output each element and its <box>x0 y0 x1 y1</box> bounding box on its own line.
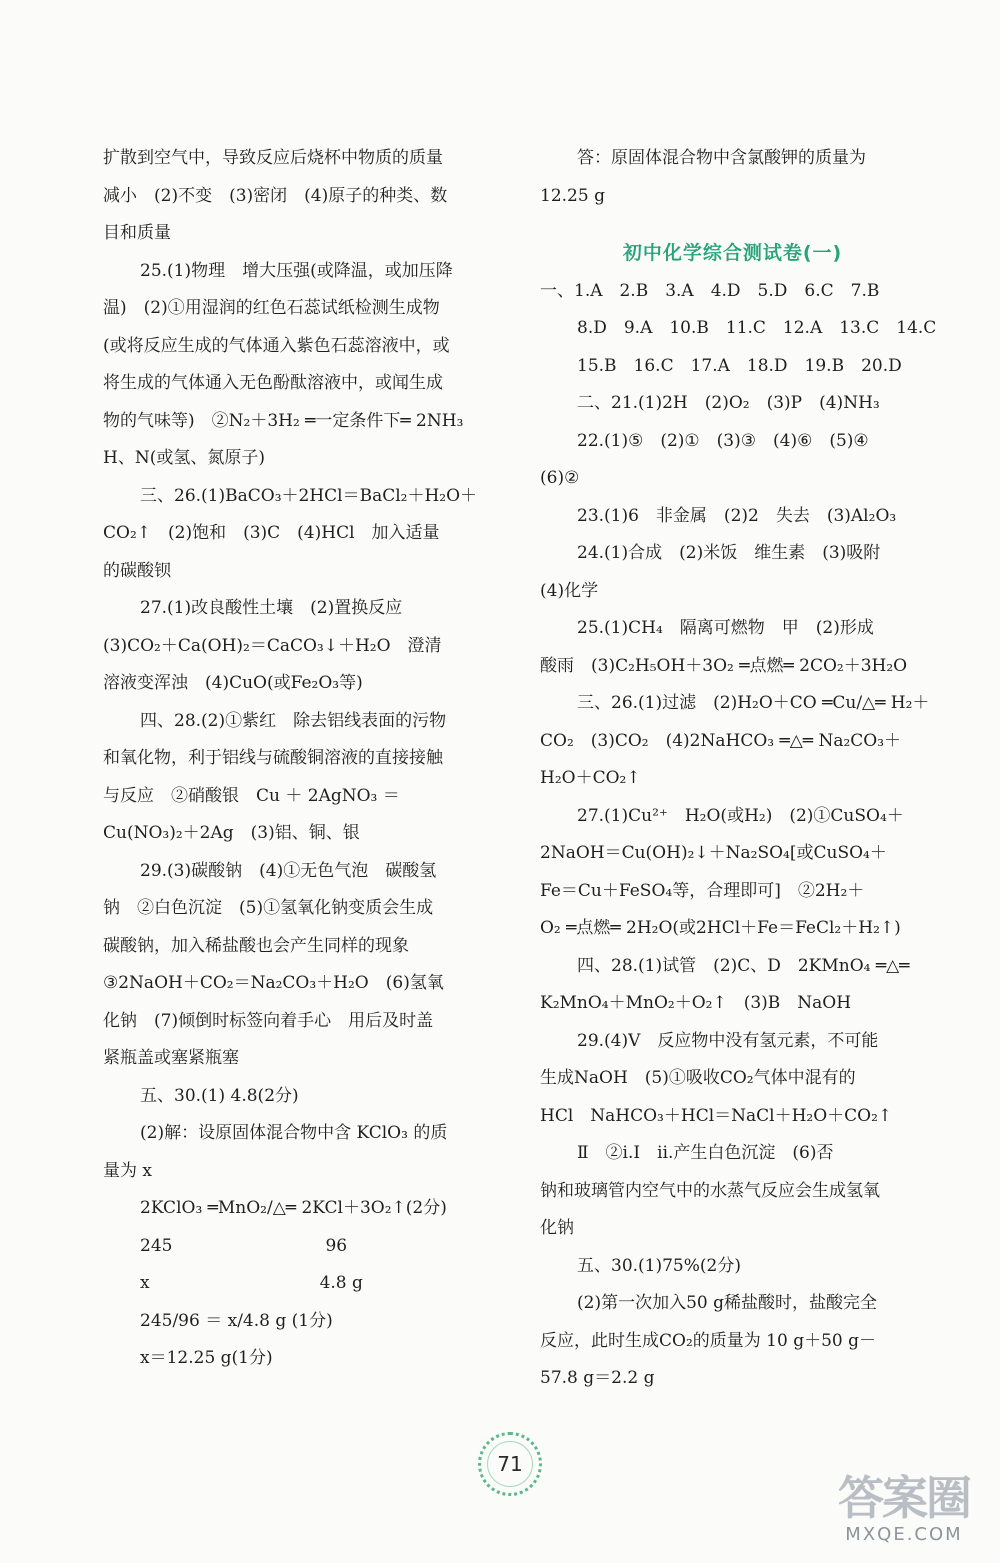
text-line: 一、1.A 2.B 3.A 4.D 5.D 6.C 7.B <box>540 280 880 301</box>
text-line: Cu(NO₃)₂＋2Ag (3)铝、铜、银 <box>103 823 360 843</box>
text-line: 紧瓶盖或塞紧瓶塞 <box>103 1048 239 1068</box>
text-line: 25.(1)物理 增大压强(或降温，或加压降 <box>140 260 453 281</box>
section-title: 初中化学综合测试卷(一) <box>622 242 843 264</box>
text-line: 2NaOH＝Cu(OH)₂↓＋Na₂SO₄[或CuSO₄＋ <box>540 843 887 863</box>
text-line: x＝12.25 g(1分) <box>140 1348 273 1368</box>
text-line: 245/96 ＝ x/4.8 g (1分) <box>140 1310 333 1331</box>
watermark <box>838 1462 970 1545</box>
watermark-url: MXQE.COM <box>845 1524 963 1545</box>
text-line: 减小 (2)不变 (3)密闭 (4)原子的种类、数 <box>103 185 448 206</box>
text-line: 15.B 16.C 17.A 18.D 19.B 20.D <box>577 355 902 376</box>
text-line: 24.(1)合成 (2)米饭 维生素 (3)吸附 <box>577 543 881 563</box>
text-line: (2)解：设原固体混合物中含 KClO₃ 的质 <box>140 1123 448 1143</box>
text-line: 23.(1)6 非金属 (2)2 失去 (3)Al₂O₃ <box>577 505 897 526</box>
text-line: 目和质量 <box>103 223 171 243</box>
text-line: 温) (2)①用湿润的红色石蕊试纸检测生成物 <box>103 298 440 318</box>
text-line: (或将反应生成的气体通入紫色石蕊溶液中，或 <box>103 335 450 356</box>
text-line: (6)② <box>540 468 580 488</box>
text-line: 25.(1)CH₄ 隔离可燃物 甲 (2)形成 <box>577 618 874 638</box>
text-line: 四、28.(2)①紫红 除去铝线表面的污物 <box>140 710 447 731</box>
text-line: 27.(1)改良酸性土壤 (2)置换反应 <box>140 598 403 618</box>
text-line: 三、26.(1)BaCO₃＋2HCl＝BaCl₂＋H₂O＋ <box>140 485 478 506</box>
page-number: 71 <box>497 1452 523 1476</box>
text-line: (3)CO₂＋Ca(OH)₂＝CaCO₃↓＋H₂O 澄清 <box>103 635 442 656</box>
text-line: 29.(3)碳酸钠 (4)①无色气泡 碳酸氢 <box>140 860 437 881</box>
text-line: 扩散到空气中，导致反应后烧杯中物质的质量 <box>103 148 443 168</box>
right-bottom-block <box>540 273 937 1398</box>
text-line: K₂MnO₄＋MnO₂＋O₂↑ (3)B NaOH <box>540 993 852 1013</box>
text-line: 钠 ②白色沉淀 (5)①氢氧化钠变质会生成 <box>103 898 434 918</box>
text-line: 化钠 <box>540 1218 574 1238</box>
text-line: (4)化学 <box>540 580 599 601</box>
text-line: 27.(1)Cu²⁺ H₂O(或H₂) (2)①CuSO₄＋ <box>577 805 904 826</box>
right-top-block <box>540 140 925 215</box>
text-line: 29.(4)Ⅴ 反应物中没有氢元素，不可能 <box>577 1030 879 1051</box>
text-line: 的碳酸钡 <box>103 560 171 581</box>
right-column <box>540 140 937 1398</box>
text-line: 245 96 <box>140 1235 348 1256</box>
text-line: Fe＝Cu＋FeSO₄等，合理即可] ②2H₂＋ <box>540 880 865 901</box>
text-line: 生成NaOH (5)①吸收CO₂气体中混有的 <box>540 1068 856 1088</box>
text-line: 化钠 (7)倾倒时标签向着手心 用后及时盖 <box>103 1010 434 1031</box>
text-line: 钠和玻璃管内空气中的水蒸气反应会生成氢氧 <box>540 1180 880 1201</box>
text-line: CO₂ (3)CO₂ (4)2NaHCO₃ ═△═ Na₂CO₃＋ <box>540 730 902 751</box>
text-line: 溶液变浑浊 (4)CuO(或Fe₂O₃等) <box>103 673 363 693</box>
text-line: 12.25 g <box>540 185 605 206</box>
text-line: 2KClO₃ ═MnO₂/△═ 2KCl＋3O₂↑(2分) <box>140 1198 447 1218</box>
watermark-logo: 答案圈 <box>838 1471 970 1525</box>
text-line: 57.8 g＝2.2 g <box>540 1368 655 1388</box>
text-line: 与反应 ②硝酸银 Cu ＋ 2AgNO₃ ＝ <box>103 785 400 806</box>
text-line: 22.(1)⑤ (2)① (3)③ (4)⑥ (5)④ <box>577 430 869 451</box>
text-line: (2)第一次加入50 g稀盐酸时，盐酸完全 <box>577 1293 877 1313</box>
text-line: 反应，此时生成CO₂的质量为 10 g＋50 g－ <box>540 1330 876 1351</box>
page-number-badge <box>478 1432 542 1496</box>
text-line: x 4.8 g <box>140 1273 363 1293</box>
text-line: 五、30.(1) 4.8(2分) <box>140 1085 299 1106</box>
text-line: CO₂↑ (2)饱和 (3)C (4)HCl 加入适量 <box>103 523 440 543</box>
text-line: 量为 x <box>103 1160 152 1181</box>
text-line: 酸雨 (3)C₂H₅OH＋3O₂ ═点燃═ 2CO₂＋3H₂O <box>540 655 908 676</box>
text-line: 8.D 9.A 10.B 11.C 12.A 13.C 14.C <box>577 318 937 338</box>
text-line: H、N(或氢、氮原子) <box>103 448 265 468</box>
text-line: HCl NaHCO₃＋HCl＝NaCl＋H₂O＋CO₂↑ <box>540 1105 893 1126</box>
text-line: 碳酸钠，加入稀盐酸也会产生同样的现象 <box>103 935 409 956</box>
text-line: 三、26.(1)过滤 (2)H₂O＋CO ═Cu/△═ H₂＋ <box>577 693 930 713</box>
text-line: 四、28.(1)试管 (2)C、D 2KMnO₄ ═△═ <box>577 955 910 976</box>
text-line: 物的气味等) ②N₂＋3H₂ ═一定条件下═ 2NH₃ <box>103 410 464 431</box>
text-line: 二、21.(1)2H (2)O₂ (3)P (4)NH₃ <box>577 393 880 413</box>
left-column <box>103 140 488 1378</box>
text-line: 五、30.(1)75%(2分) <box>577 1255 741 1276</box>
text-line: ③2NaOH＋CO₂＝Na₂CO₃＋H₂O (6)氢氧 <box>103 973 444 993</box>
text-line: 答：原固体混合物中含氯酸钾的质量为 <box>577 148 866 168</box>
text-line: H₂O＋CO₂↑ <box>540 768 641 788</box>
text-line: O₂ ═点燃═ 2H₂O(或2HCl＋Fe＝FeCl₂＋H₂↑) <box>540 918 901 938</box>
text-line: Ⅱ ②ⅰ.Ⅰ ⅱ.产生白色沉淀 (6)否 <box>577 1143 834 1163</box>
text-line: 和氧化物，利于铝线与硫酸铜溶液的直接接触 <box>103 748 443 768</box>
text-line: 将生成的气体通入无色酚酞溶液中，或闻生成 <box>103 373 443 393</box>
